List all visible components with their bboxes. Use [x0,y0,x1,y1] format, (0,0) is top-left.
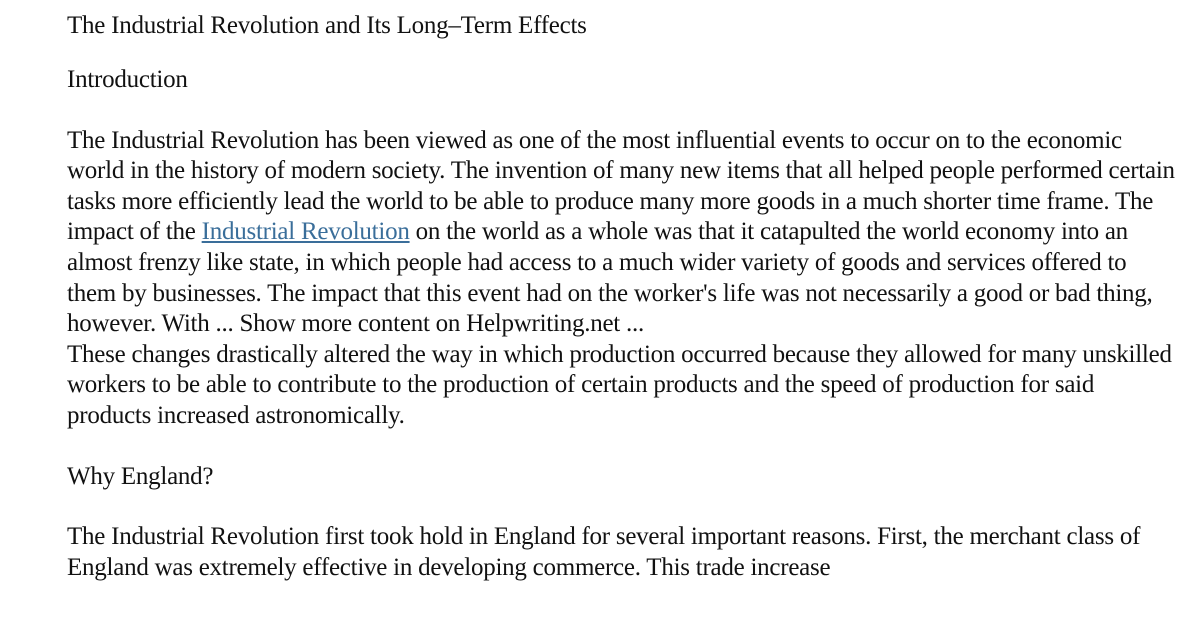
spacer [67,96,1177,126]
paragraph-text: on the world as a whole was that it catapulted the world economy into an almost frenzy like state, in which people had access to a much wider variety of goods and services offered to them by businesses. The impact that this event had on the worker's life was not necessarily a good or bad thing, however. With ... Show more content on Helpwriting.net ... [67,218,1153,338]
industrial-revolution-link[interactable]: Industrial Revolution [201,218,410,246]
spacer [67,492,1177,522]
paragraph-introduction [67,126,1177,340]
paragraph-why-england: The Industrial Revolution first took hold in England for several important reasons. First, the merchant class of England was extremely effective in developing commerce. This trade increase [67,523,1141,581]
document-body [67,8,1177,583]
paragraph-text: The Industrial Revolution has been viewed as one of the most influential events to occur on to the economic world in the history of modern society. The invention of many new items that all helped people performed certain tasks more efficiently lead the world to be able to produce many more goods in a much shorter time frame. The impact of the [67,126,1175,246]
section-heading-why-england: Why England? [67,462,214,490]
paragraph-production-changes: These changes drastically altered the way in which production occurred because they allowed for many unskilled workers to be able to contribute to the production of certain products and the speed of production for said products increased astronomically. [67,340,1172,429]
spacer [67,432,1177,462]
section-heading-introduction: Introduction [67,66,188,93]
document-title: The Industrial Revolution and Its Long–Term Effects [67,12,587,39]
spacer [67,44,1177,65]
